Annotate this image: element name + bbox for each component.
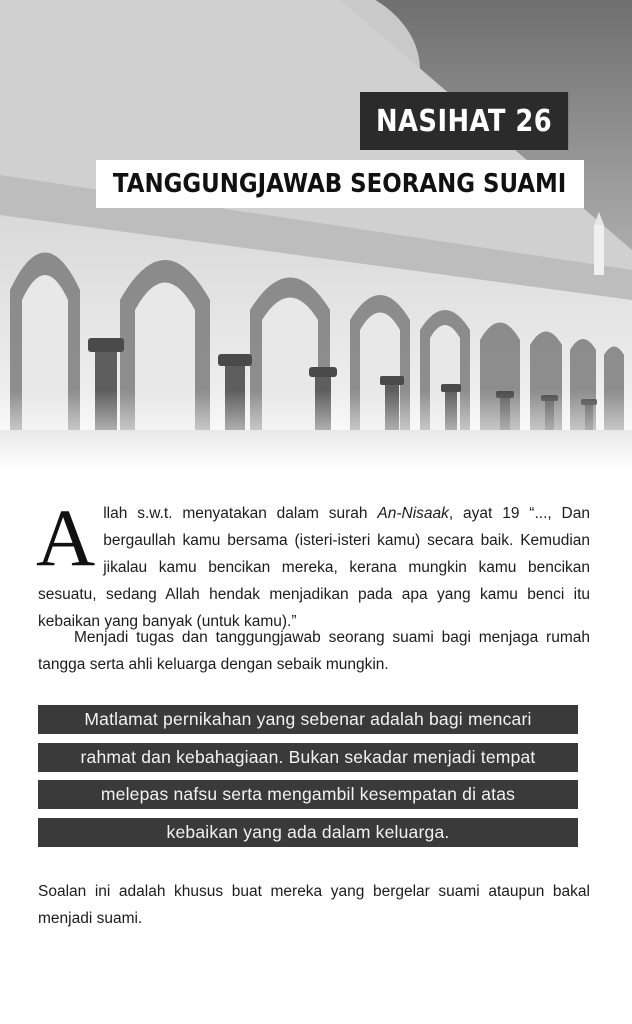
closing-paragraph: Soalan ini adalah khusus buat mereka yang bergelar suami ataupun bakal menjadi suami. — [38, 883, 590, 927]
duty-paragraph: Menjadi tugas dan tanggungjawab seorang suami bagi menjaga rumah tangga serta ahli keluarga dengan sebaik mungkin. — [38, 629, 590, 673]
quote-line: rahmat dan kebahagiaan. Bukan sekadar menjadi tempat — [38, 743, 578, 772]
paragraph-text-b: , ayat 19 “..., Dan bergaullah kamu bersama (isteri-isteri kamu) secara baik. Kemudian jikalau kamu bencikan mereka, kerana mungkin kamu bencikan sesuatu, sedang Allah hendak menjadikan pada apa yang kamu benci itu kebaikan yang banyak (untuk kamu).” — [38, 505, 590, 630]
surah-name: An-Nisaak — [377, 505, 449, 522]
opening-paragraph — [36, 492, 590, 635]
chapter-tag: NASIHAT 26 — [360, 92, 568, 150]
drop-cap: A — [36, 492, 96, 583]
hero-photo — [0, 0, 632, 470]
quote-line: kebaikan yang ada dalam keluarga. — [38, 818, 578, 847]
chapter-title-text: TANGGUNGJAWAB SEORANG SUAMI — [113, 169, 567, 199]
highlight-quote — [38, 705, 578, 855]
quote-line: melepas nafsu serta mengambil kesempatan di atas — [38, 780, 578, 809]
chapter-title — [96, 160, 584, 208]
paragraph-text-a: llah s.w.t. menyatakan dalam surah — [103, 505, 378, 522]
mosque-arches-illustration — [0, 0, 632, 470]
quote-line: Matlamat pernikahan yang sebenar adalah bagi mencari — [38, 705, 578, 734]
